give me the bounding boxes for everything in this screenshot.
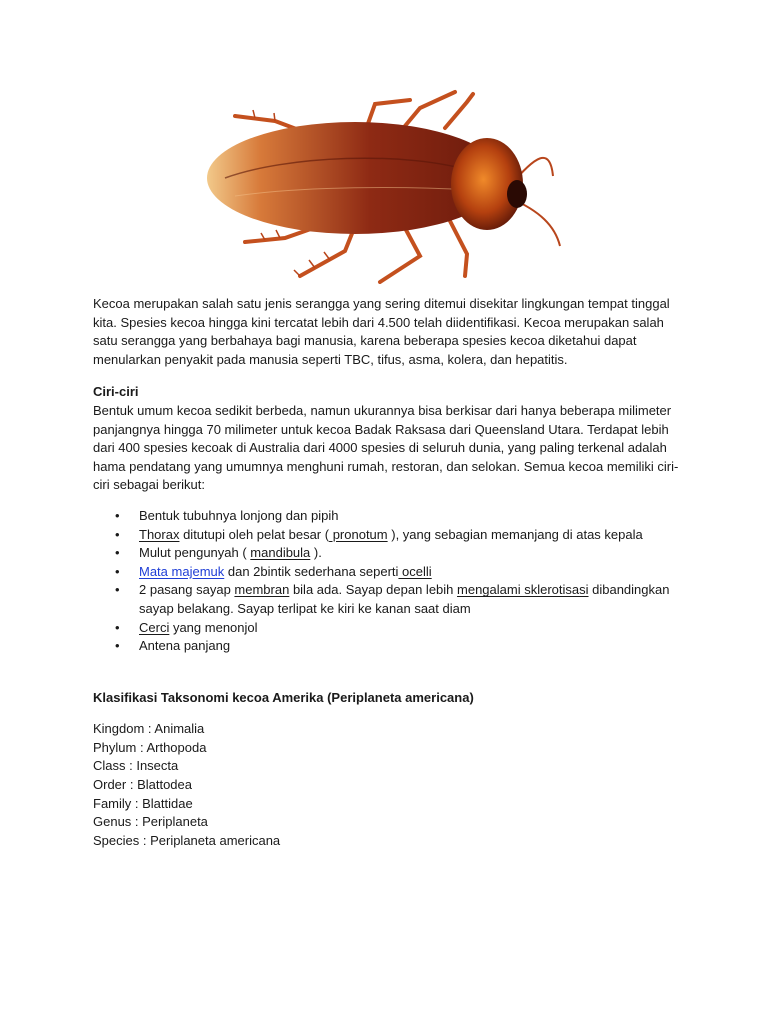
cerci-link[interactable]: Cerci	[139, 619, 170, 635]
intro-paragraph: Kecoa merupakan salah satu jenis serangga yang sering ditemui disekitar lingkungan tempat tinggal kita. Spesies kecoa hingga kini tercatat lebih dari 4.500 telah diidentifikasi. Kecoa merupakan salah satu serangga yang berbahaya bagi manusia, karena beberapa spesies kecoa diketahui dapat menularkan penyakit pada manusia seperti TBC, tifus, asma, kolera, dan hepatitis.	[93, 296, 670, 367]
mandibula-link[interactable]: mandibula	[250, 545, 311, 561]
section-heading-taxonomy: Klasifikasi Taksonomi kecoa Amerika (Periplaneta americana)	[93, 689, 474, 705]
taxonomy-row: Family : Blattidae	[93, 795, 193, 811]
sklerotisasi-link[interactable]: mengalami sklerotisasi	[457, 582, 589, 598]
list-item: • Mata majemuk dan 2bintik sederhana seperti ocelli	[139, 563, 683, 582]
thorax-link[interactable]: Thorax	[139, 526, 180, 542]
list-item: • 2 pasang sayap membran bila ada. Sayap depan lebih mengalami sklerotisasi dibandingkan sayap belakang. Sayap terlipat ke kiri ke kanan saat diam	[139, 581, 683, 618]
taxonomy-row: Order : Blattodea	[93, 777, 192, 793]
taxonomy-row: Kingdom : Animalia	[93, 721, 205, 737]
list-item: • Antena panjang	[139, 637, 683, 656]
taxonomy-row: Genus : Periplaneta	[93, 814, 208, 830]
mata-majemuk-link[interactable]: Mata majemuk	[139, 563, 225, 579]
taxonomy-list	[93, 720, 683, 850]
ciri-paragraph: Bentuk umum kecoa sedikit berbeda, namun ukurannya bisa berkisar dari hanya beberapa milimeter panjangnya hingga 70 milimeter untuk kecoa Badak Raksasa dari Queensland Utara. Terdapat lebih dari 400 spesies kecoak di Australia dari 4000 spesies di seluruh dunia, yang paling terkenal adalah hama pendatang yang umumnya menghuni rumah, restoran, dan selokan. Semua kecoa memiliki ciri-ciri sebagai berikut:	[93, 402, 679, 493]
taxonomy-row: Species : Periplaneta americana	[93, 832, 281, 848]
list-item: • Bentuk tubuhnya lonjong dan pipih	[139, 507, 683, 526]
ocelli-link[interactable]: ocelli	[398, 563, 432, 579]
membran-link[interactable]: membran	[234, 582, 290, 598]
list-item: • Cerci yang menonjol	[139, 619, 683, 638]
list-item: • Mulut pengunyah ( mandibula ).	[139, 544, 683, 563]
article-body	[93, 295, 683, 850]
section-heading-ciri: Ciri-ciri	[93, 384, 139, 400]
list-item: • Thorax ditutupi oleh pelat besar ( pronotum ), yang sebagian memanjang di atas kepala	[139, 526, 683, 545]
taxonomy-row: Phylum : Arthopoda	[93, 739, 207, 755]
pronotum-link[interactable]: pronotum	[329, 526, 388, 542]
cockroach-illustration	[205, 86, 565, 284]
traits-list	[93, 507, 683, 656]
taxonomy-row: Class : Insecta	[93, 758, 179, 774]
